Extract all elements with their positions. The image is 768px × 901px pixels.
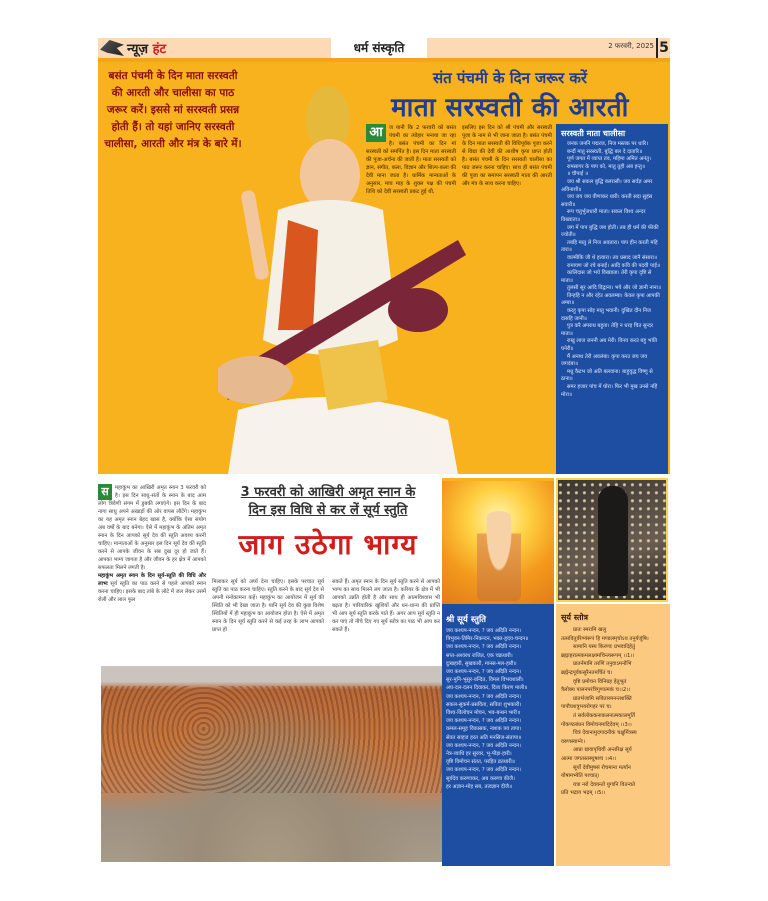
saraswati-feature	[98, 62, 670, 474]
page-header	[98, 38, 670, 58]
feature-headline: माता सरस्वती की आरती	[391, 93, 629, 123]
article-column-2: इसलिए इस दिन को श्री पंचमी और सरस्वती पूजा के नाम से भी जाना जाता है। बसंत पंचमी के दिन माता सरस्वती की विधिपूर्वक पूजा करने से विद्या की देवी की आशीष कृपा प्राप्त होती है। बसंत पंचमी के दिन सरस्वती चालीसा का पाठ जरूर करना चाहिए। साथ ही बसंत पंचमी की पूजा का समापन सरस्वती माता की आरती और मंत्र के साथ करना चाहिए।	[462, 125, 552, 187]
surya-figure	[477, 511, 521, 601]
surya-article-intro: स महाकुंभ का आखिरी अमृत स्नान 3 फरवरी को है। इस दिन साधु-संतों के स्नान के बाद आम लोग त्रिवेणी संगम में डुबकी लगाएंगे। इस दिन के बाद नागा साधु अपने अखाड़ों की ओर वापस लौटेंगे। महाकुंभ का यह अमृत स्नान बेहद खास है, क्योंकि ऐसा संयोग अब वर्षों के बाद बनेगा। ऐसे में महाकुंभ के अंतिम अमृत स्नान के दिन आपको सूर्य देव की स्तुति अवश्य करनी चाहिए। मान्यताओं के अनुसार इस दिन सूर्य देव की स्तुति करने से आपके जीवन के सब दुख दूर हो जाते हैं। आपका भाग्य जागता है और जीवन के हर क्षेत्र में आपको सफलता मिलने लगती है। महाकुंभ अमृत स्नान के दिन सूर्य-स्तुति की विधि और लाभः सूर्य स्तुति का पाठ करने से पहले आपको स्नान करना चाहिए। इसके बाद तांबे के लोटे में जल लेकर उसमें रोली और लाल फूल	[98, 485, 206, 603]
surya-headline: जाग उठेगा भाग्य	[238, 528, 418, 561]
eagle-logo-icon	[100, 40, 124, 56]
surya-article-column-3: सकते हैं। अमृत स्नान के दिन सूर्य स्तुति करने से आपको भाग्य का साथ मिलने लग जाता है। करियर के क्षेत्र में भी आपको उन्नति होती है और साथ ही आत्मविश्वास भी बढ़ता है। पारिवारिक खुशियों और धन-धान्य की प्राप्ति भी आप सूर्य स्तुति करके पाते हैं। अगर आप सूर्य स्तुति न कर पाएं तो नीचे दिए गए सूर्य स्तोत्र का पाठ भी आप कर सकते हैं।	[332, 579, 440, 633]
arghya-offering-photo	[556, 478, 668, 602]
stuti-title: श्री सूर्य स्तुति	[446, 615, 487, 625]
surya-stotra-box: सूर्य स्तोत्र प्रातः स्मरामि खलु तत्सवितुर्वरेण्यंरूपं हि मण्डलमृचोऽथ तनुर्यजूंषि। सामानि यस्य किरणाः प्रभवादिहेतुं ब्रह्माहरात्मकमलक्ष्यमचिन्त्यरूपम् ।।1।। प्रातर्नमामि तरणिं तनुवाऽमनोभि ब्रह्मेन्द्रपूर्वकसुरैनतमर्चितं च। वृष्टि प्रमोचन विनिग्रह हेतुभूतं त्रैलोक्य पालनपरंत्रिगुणात्मकं च।।2।। प्रातर्भजामि सवितारमनन्तशक्तिं पापौघशत्रुभयरोगहरं परं च। तं सर्वलोककनाकलनात्मकालमूर्तिं गोकण्ठबंधन विमोचनमादिदेवम् ।।3।। चित्रं देवानामुदगादनीकं चक्षुर्मित्रस्य वरुणस्याग्नेः। आप्रा द्यावापृथिवी अन्तरिक्षं सूर्य आत्मा जगतस्तस्थुषश्च ।।4।। सूर्यो देवीमुषसं रोचमाना मर्त्यान योषामभ्येति पश्चात्। यत्रा नरो देवयन्तो युगानि वितन्वते प्रति भद्राय भद्रम् ।।5।।	[556, 604, 670, 866]
surya-stuti-box: श्री सूर्य स्तुति जय कश्यप-नन्दन, ? जय अदिति नन्दन। त्रिभुवन-तिमिर-निकन्दन, भक्त-हृदय-चन्दन॥ जय कश्यप-नन्दन, ? जय अदिति नन्दन। सप्त-अश्वरथ राजित, एक चक्रधारी। दुःखहारी, सुखकारी, मानस-मल-हारी॥ जय कश्यप-नन्दन, ? जय अदिति नन्दन। सुर-मुनि-भूसुर-वन्दित, विमल विभवशाली। अघ-दल-दलन दिवाकर, दिव्य किरण माली॥ जय कश्यप-नन्दन, ? जय अदिति नन्दन। सकल-सुकर्म-प्रसविता, सविता शुभकारी। विश्व-विलोचन मोचन, भव-बन्धन भारी॥ जय कश्यप-नन्दन, ? जय अदिति नन्दन। कमल-समूह विकासक, नाशक त्रय तापा। सेवत साहज हरत अति मनसिज-संतापा॥ जय कश्यप-नन्दन, ? जय अदिति नन्दन। नेत्र-व्याधि हर सुरवर, भू-पीड़ा-हारी। वृष्टि विमोचन संतत, परहित व्रतधारी॥ जय कश्यप-नन्दन, ? जय अदिति नन्दन। सूर्यदेव करुणाकर, अब करुणा कीजै। हर अज्ञान-मोह सब, तत्वज्ञान दीजै॥	[442, 604, 554, 866]
feature-kicker: संत पंचमी के दिन जरूर करें	[433, 69, 587, 87]
surya-article-column-2: मिलाकर सूर्य को अर्घ्य देना चाहिए। इसके पश्चात सूर्य स्तुति का पाठ करना चाहिए। स्तुति करने के बाद सूर्य देव से अपनी मनोकामना कहें। महाकुंभ का आयोजन में सूर्य की स्थिति को भी देखा जाता है। यानि सूर्य देव की कुछ विशेष स्थितियों में ही महाकुंभ का आयोजन होता है। ऐसे में अमृत स्नान के दिन सूर्य स्तुति करने से कई तरह के लाभ आपको प्राप्त हो	[212, 579, 324, 633]
kumbh-crowd-photo	[101, 666, 443, 862]
page-number: 5	[656, 38, 670, 58]
surya-kicker: 3 फरवरी को आखिरी अमृत स्नान के दिन इस विधि से कर लें सूर्य स्तुति	[240, 485, 416, 518]
chalisa-title: सरस्वती माता चालीसा	[561, 129, 626, 138]
section-title: धर्म संस्कृति	[331, 38, 427, 58]
issue-date: 2 फरवरी, 2025	[608, 42, 654, 50]
newspaper-page	[98, 38, 670, 868]
masthead-logo	[100, 38, 166, 58]
article-subhead: महाकुंभ अमृत स्नान के दिन सूर्य-स्तुति की विधि और लाभः	[98, 573, 206, 587]
dropcap: आ	[366, 124, 386, 142]
surya-dev-illustration	[442, 478, 554, 607]
feature-teaser: बसंत पंचमी के दिन माता सरस्वती की आरती और चालीसा का पाठ जरूर करें। इससे मां सरस्वती प्रसन्न होती हैं। तो यहां जानिए सरस्वती चालीसा, आरती और मंत्र के बारे में।	[104, 70, 242, 150]
dropcap: स	[98, 484, 112, 500]
brand-name: न्यूज़ हंट	[127, 42, 167, 57]
chalisa-box: सरस्वती माता चालीसा जनक जननि पद्मरज, निज मस्तक पर धारि। बन्दौं मातु सरस्वती, बुद्धि बल दे दातारि॥ पूर्ण जगत में व्याप्त तव, महिमा अमित अनंतु। रामसागर के पाप को, मातु तुही अब हन्तु॥ ॥ चौपाई ॥ जय श्री सकल बुद्धि बलरासी। जय सर्वज्ञ अमर अविनाशी॥ जय जय जय वीणाकर धारी। करती सदा सुहंस सवारी॥ रूप चतुर्भुजधारी माता। सकल विश्व अन्दर विख्याता॥ जग में पाप बुद्धि जब होती। तब ही धर्म की फीकी ज्योती॥ तबहि मातु ले निज अवतारा। पाप हीन करती महि तारा॥ वाल्मीकि जी थे हत्यारा। तव प्रसाद जानै संसारा॥ रामायण जो रचे बनाई। आदि कवि की पदवी पाई॥ कालिदास जो भये विख्याता। तेरी कृपा दृष्टि से माता॥ तुलसी सूर आदि विद्वाना। भये और जो ज्ञानी नाना॥ तिन्हहि न और रहेउ अवलम्बा। केवल कृपा आपकी अम्बा॥ करहु कृपा सोइ मातु भवानी। दुखित दीन निज दासहि जानी॥ पुत्र करै अपराध बहूता। तेहि न धरइ चित सुन्दर माता॥ राखु लाज जननी अब मेरी। विनय करउं बहु भांति घनेरी॥ मैं अनाथ तेरी अवलंबा। कृपा करउ जय जय जगदंबा॥ मधु कैटभ जो अति बलवाना। बाहुयुद्ध विष्णु से ठाना॥ समर हजार पांच में घोरा। फिर भी मुख उनसे नहिं मोरा॥	[556, 124, 668, 474]
raised-arms-silhouette	[598, 486, 628, 596]
stotra-title: सूर्य स्तोत्र	[561, 613, 588, 622]
article-column-1: आ ज यानी कि 2 फरवरी को बसंत पंचमी का त्योहार मनाया जा रहा है। बसंत पंचमी का दिन मां सरस्वती को समर्पित है। इस दिन माता सरस्वती की पूजा-अर्चना की जाती है। माता सरस्वती को ज्ञान, संगीत, कला, विज्ञान और शिल्प-कला की देवी माना जाता है। धार्मिक मान्यताओं के अनुसार, माघ माह के शुक्ल पक्ष की पंचमी तिथि को देवी सरस्वती प्रकट हुई थी,	[366, 125, 456, 195]
